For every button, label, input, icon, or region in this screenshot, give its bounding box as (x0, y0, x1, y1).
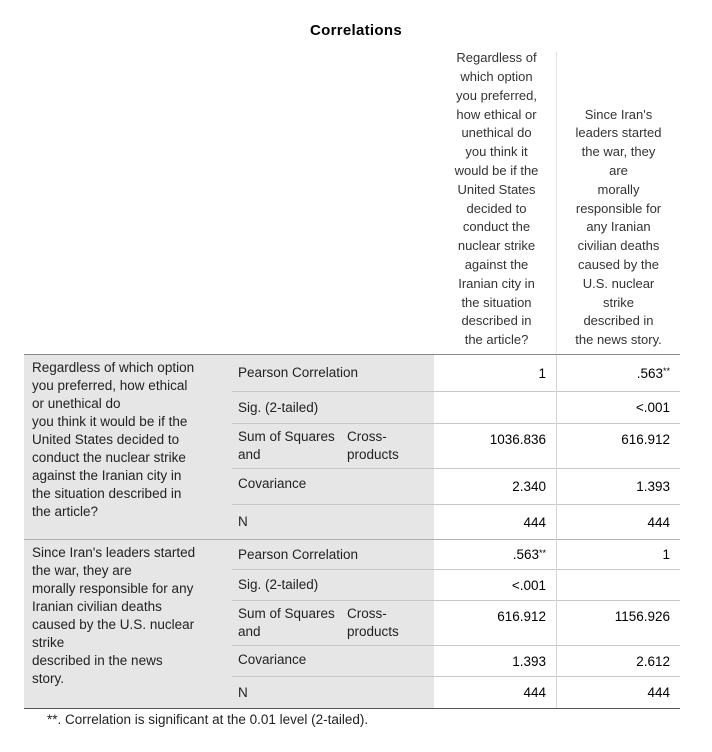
cell-value: <.001 (434, 570, 556, 600)
text-line: Cross-products (346, 429, 399, 462)
cell-value: .563 ** (434, 540, 556, 569)
text-line: caused by the (578, 257, 659, 273)
stat-covariance: Covariance (232, 646, 434, 676)
cell-value: 1.393 (557, 469, 680, 504)
text-line: story. (32, 671, 65, 686)
text-line: civilian deaths (577, 238, 660, 254)
row-divider (232, 423, 680, 424)
text-line: Regardless of (456, 50, 537, 66)
text-line: unethical do (461, 125, 532, 141)
text-line: the situation (461, 294, 532, 310)
text-line: are (609, 163, 628, 179)
text-line: the article? (464, 332, 529, 348)
text-line: Since Iran's leaders started (32, 545, 196, 560)
cell-value: .563 ** (557, 355, 680, 391)
text-line: you think it would be if the (32, 414, 188, 429)
text-line: morally (597, 181, 640, 197)
text-line: Regardless of which option (32, 360, 195, 375)
text-line: nuclear strike (457, 238, 536, 254)
text-line: Sum of Squares and (238, 606, 335, 639)
stat-sum-of-squares (232, 601, 434, 645)
text-line: leaders started (575, 125, 662, 141)
stat-covariance: Covariance (232, 469, 434, 504)
text-line: the war, they are (32, 563, 132, 578)
text-line: morally responsible for any (32, 581, 194, 596)
row-divider (232, 645, 680, 646)
text-line: decided to (466, 200, 527, 216)
cell-value: 616.912 (434, 601, 556, 631)
text-line: United States decided to (32, 432, 180, 447)
row-divider (232, 569, 680, 570)
cell-value: 2.612 (557, 646, 680, 676)
cell-value: 444 (557, 505, 680, 539)
cell-value: 2.340 (434, 469, 556, 504)
text-line: Since Iran's (584, 106, 653, 122)
text-line: the situation described in (32, 486, 182, 501)
text-line: Cross-products (346, 606, 399, 639)
text-line: Iranian civilian deaths (32, 599, 162, 614)
text-line: conduct the nuclear strike (32, 450, 186, 465)
cell-value: 1.393 (434, 646, 556, 676)
text-line: strike (32, 635, 65, 650)
row-divider (232, 676, 680, 677)
stat-pearson: Pearson Correlation (232, 540, 434, 569)
text-line: Iranian city in (458, 275, 535, 291)
text-line: you preferred, (456, 87, 537, 103)
cell-value: 1 (434, 355, 556, 391)
table-top-rule (24, 354, 680, 355)
cell-value: 1036.836 (434, 424, 556, 454)
block-divider (24, 539, 680, 540)
table-bottom-rule (24, 708, 680, 709)
row-label-responsibility (24, 540, 232, 708)
text-line: against the (464, 257, 529, 273)
text-line: or unethical do (32, 396, 121, 411)
stat-n: N (232, 677, 434, 708)
text-line: described in (583, 313, 654, 329)
column-divider (556, 355, 557, 708)
text-line: United States (457, 181, 536, 197)
cell-value (434, 392, 556, 423)
text-line: U.S. nuclear (582, 275, 655, 291)
column-header-ethics (437, 52, 556, 352)
stat-pearson: Pearson Correlation (232, 355, 434, 391)
text-line: how ethical or (456, 106, 537, 122)
row-label-ethics (24, 355, 232, 539)
column-header-ethics-text (455, 49, 539, 350)
stat-sig: Sig. (2-tailed) (232, 392, 434, 423)
stat-n: N (232, 505, 434, 539)
cell-value: 1156.926 (557, 601, 680, 631)
cell-value: 1 (557, 540, 680, 569)
text-line: would be if the (454, 163, 539, 179)
cell-value: 444 (434, 677, 556, 708)
text-line: the article? (32, 504, 99, 519)
text-line: described in (461, 313, 532, 329)
text-line: the war, they (581, 144, 656, 160)
text-line: which option (460, 69, 533, 85)
stat-sum-of-squares (232, 424, 434, 468)
cell-value: 616.912 (557, 424, 680, 454)
text-line: caused by the U.S. nuclear (32, 617, 195, 632)
text-line: you preferred, how ethical (32, 378, 188, 393)
row-divider (232, 468, 680, 469)
table-title: Correlations (310, 22, 402, 39)
cell-value: 444 (557, 677, 680, 708)
footnote: **. Correlation is significant at the 0.01 level (2-tailed). (47, 712, 369, 727)
cell-value: <.001 (557, 392, 680, 423)
row-divider (232, 600, 680, 601)
column-header-responsibility-text (575, 106, 661, 350)
text-line: you think it (465, 144, 528, 160)
text-line: conduct the (462, 219, 531, 235)
row-divider (232, 391, 680, 392)
text-line: strike (602, 294, 635, 310)
text-line: the news story. (575, 332, 662, 348)
text-line: against the Iranian city in (32, 468, 182, 483)
text-line: described in the news (32, 653, 163, 668)
cell-value (557, 570, 680, 600)
row-divider (232, 504, 680, 505)
text-line: any Iranian (586, 219, 651, 235)
cell-value: 444 (434, 505, 556, 539)
column-header-responsibility (557, 52, 680, 352)
text-line: responsible for (575, 200, 662, 216)
text-line: Sum of Squares and (238, 429, 335, 462)
stat-sig: Sig. (2-tailed) (232, 570, 434, 600)
